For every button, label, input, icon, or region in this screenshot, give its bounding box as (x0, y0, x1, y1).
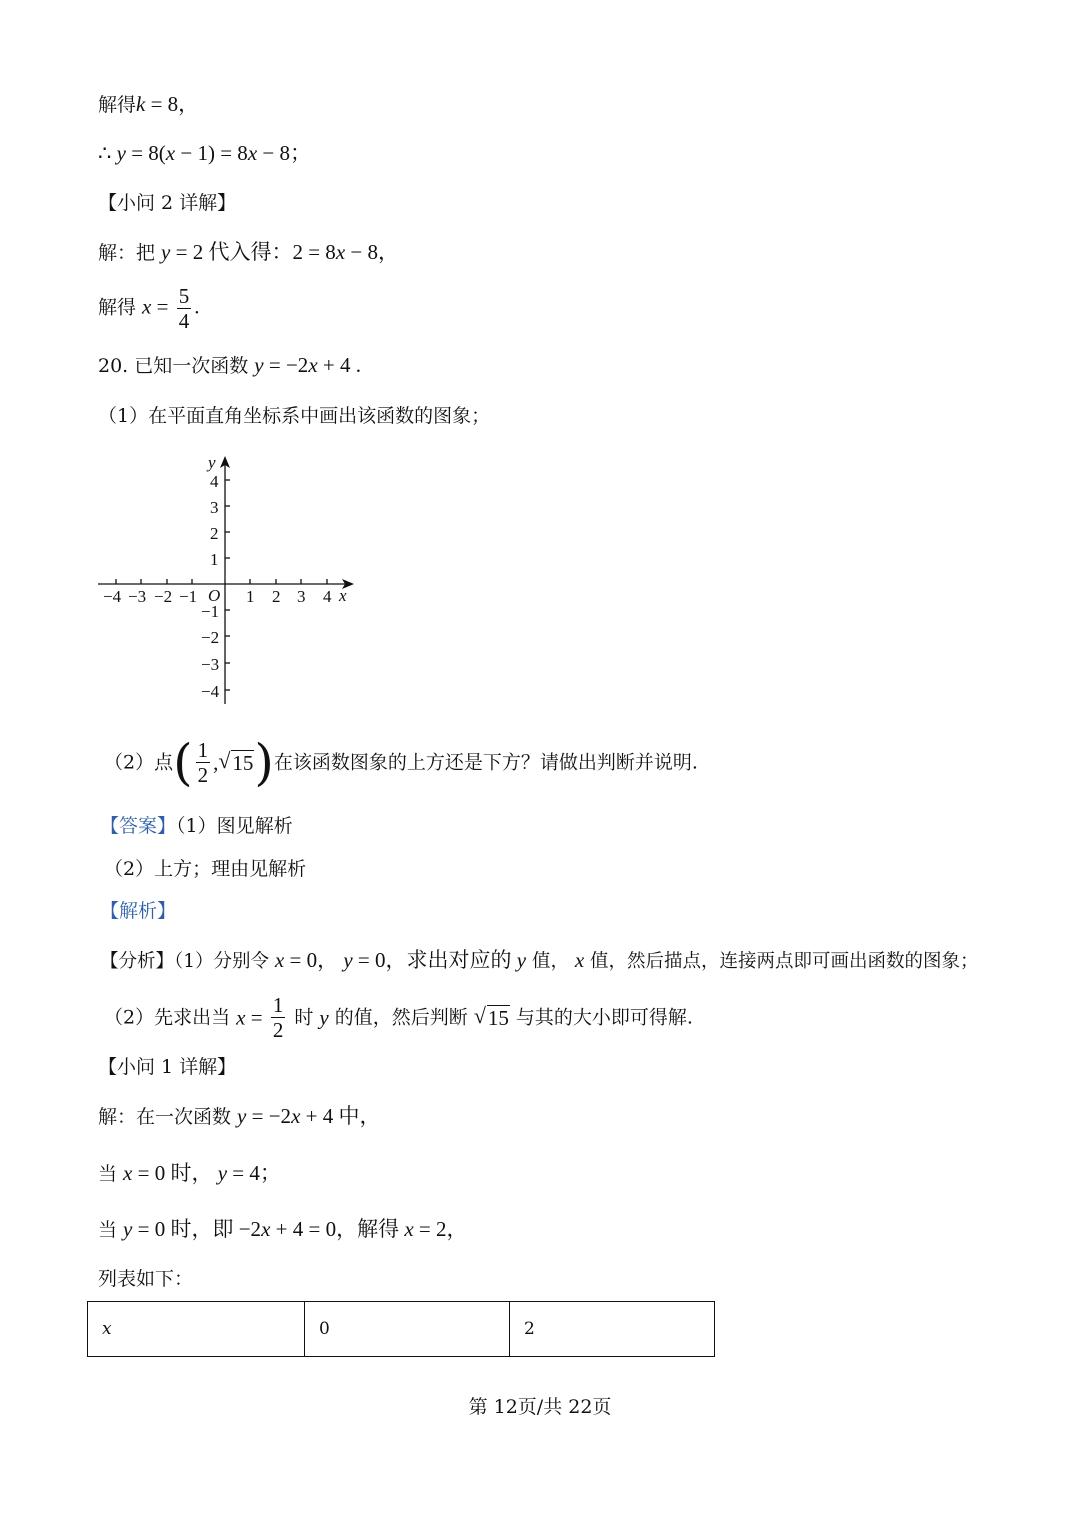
x-tick-label: 1 (246, 587, 255, 606)
y-tick-label: 1 (210, 550, 219, 569)
analysis-line-1: 【分析】（1）分别令 x = 0， y = 0，求出对应的 y 值， x 值，然后描点，连接两点即可画出函数的图象； (100, 948, 979, 972)
question-20-part-1: （1）在平面直角坐标系中画出该函数的图象； (98, 405, 491, 427)
x-tick-label: 2 (272, 587, 281, 606)
y-tick-label: −1 (201, 602, 220, 621)
subquestion-1-heading: 【小问 1 详解】 (98, 1056, 237, 1078)
y-tick-label: −3 (201, 655, 220, 674)
origin-label: O (208, 586, 221, 605)
x-tick-label: 3 (297, 587, 306, 606)
y-tick-label: 3 (210, 498, 219, 517)
y-tick-label: −4 (201, 682, 220, 701)
table-cell: 0 (305, 1302, 510, 1357)
solve-x-line: 解得 x = $\frac{5}{4}$ . (98, 284, 200, 333)
y-tick-label: 4 (210, 472, 219, 491)
question-20-part-2: （2）点( $\frac{1}{2}$ , √ 15)在该函数图象的上方还是下方？请做出判断并说明. (104, 733, 698, 792)
page-footer: 第 12页/共 22页 (468, 1396, 612, 1418)
solution-line-2: 当 x = 0 时， y = 4； (98, 1161, 281, 1185)
x-tick-label: −2 (154, 587, 173, 606)
x-tick-label: 4 (323, 587, 332, 606)
x-tick-label: −3 (128, 587, 147, 606)
analysis-tag: 【解析】 (100, 900, 177, 922)
table-intro: 列表如下： (98, 1268, 194, 1290)
fraction: $\frac{5}{4}$ (178, 284, 190, 333)
y-tick-label: 2 (210, 524, 219, 543)
solution-line-1: 解：在一次函数 y = −2x + 4 中， (98, 1104, 381, 1128)
solve-k-line: 解得k = 8， (98, 92, 200, 116)
x-axis-label: x (339, 586, 347, 605)
table-row (88, 1302, 715, 1357)
y-tick-label: −2 (201, 628, 220, 647)
table-cell: x (88, 1302, 305, 1357)
value-table (87, 1301, 715, 1357)
subquestion-2-heading: 【小问 2 详解】 (98, 192, 237, 214)
square-root: √ 15 (218, 747, 254, 775)
x-tick-label: −1 (179, 587, 198, 606)
substitute-line: 解：把 y = 2 代入得：2 = 8x − 8， (98, 240, 399, 264)
answer-line-2: （2）上方；理由见解析 (104, 858, 307, 880)
x-tick-label: −4 (103, 587, 122, 606)
table-cell: 2 (510, 1302, 715, 1357)
fraction: $\frac{1}{2}$ (272, 993, 284, 1042)
question-20: 20. 已知一次函数 y = −2x + 4 . (98, 353, 361, 377)
analysis-line-2: （2）先求出当 x = $\frac{1}{2}$ 时 y 的值，然后判断 √ 15 与其的大小即可得解. (104, 993, 693, 1042)
y-axis-label: y (208, 453, 216, 472)
solution-line-3: 当 y = 0 时，即 −2x + 4 = 0，解得 x = 2， (98, 1217, 468, 1241)
function-expression-line: ∴ y = 8(x − 1) = 8x − 8； (98, 141, 311, 165)
coordinate-plane (90, 450, 370, 710)
fraction: $\frac{1}{2}$ (197, 738, 209, 787)
answer-line-1: 【答案】（1）图见解析 (100, 815, 293, 837)
square-root: √ 15 (473, 1002, 509, 1030)
